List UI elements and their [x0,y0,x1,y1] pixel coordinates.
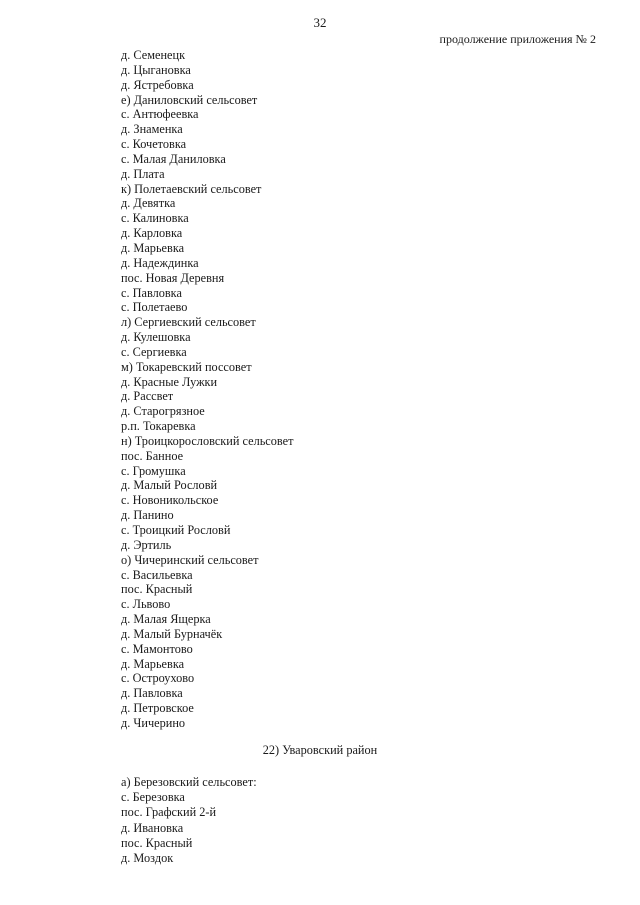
list-item: д. Моздок [121,850,174,865]
list-item: д. Малая Ящерка [121,612,211,627]
list-item: с. Громушка [121,463,186,478]
list-item: д. Семенецк [121,48,186,62]
list-item: д. Кулешовка [121,330,191,345]
list-item: с. Антюфеевка [121,107,199,122]
list-item: пос. Графский 2-й [121,805,217,820]
list-item: д. Цыгановка [121,62,191,77]
list-item: д. Малый Рословй [121,478,218,493]
district-heading: 22) Уваровский район [262,743,378,757]
list-item: с. Львово [121,597,171,612]
list-item: д. Чичерино [121,715,186,730]
settlement-list [121,48,293,731]
list-item: е) Даниловский сельсовет [121,92,258,107]
list-item: с. Калиновка [121,211,189,226]
list-item: пос. Красный [121,582,193,597]
list-item: с. Березовка [121,790,185,805]
list-item: р.п. Токаревка [121,419,196,434]
list-item: л) Сергиевский сельсовет [121,315,256,330]
list-item: с. Павловка [121,285,182,300]
list-item: с. Сергиевка [121,344,187,359]
list-item: д. Марьевка [121,656,185,671]
list-item: с. Остроухово [121,671,195,686]
list-item: с. Троицкий Рословй [121,523,231,537]
list-item: с. Малая Даниловка [121,151,226,166]
list-item: пос. Новая Деревня [121,270,225,285]
list-item: д. Девятка [121,196,176,211]
list-item: о) Чичеринский сельсовет [121,552,259,567]
list-item: с. Полетаево [121,300,188,315]
list-item: пос. Красный [121,835,193,850]
continuation-note: продолжение приложения № 2 [439,32,596,46]
list-item: с. Мамонтово [121,641,193,656]
list-item: д. Ястребовка [121,77,194,92]
list-item: с. Новоникольское [121,493,219,508]
list-item: д. Старогрязное [121,404,205,419]
settlement-list-uvarovsky [121,775,257,866]
list-item: д. Знаменка [121,122,183,137]
list-item: д. Панино [121,508,174,523]
list-item: д. Плата [121,166,165,181]
list-item: д. Марьевка [121,240,185,255]
list-item: д. Павловка [121,686,183,701]
page-number: 32 [313,15,327,30]
list-item: д. Карловка [121,226,183,241]
list-item: пос. Банное [121,448,184,463]
list-item: с. Кочетовка [121,137,187,152]
list-item: д. Малый Бурначёк [121,626,223,641]
list-item: д. Надеждинка [121,255,199,270]
list-item: к) Полетаевский сельсовет [121,181,262,196]
list-item: д. Эртиль [121,537,172,552]
list-item: м) Токаревский поссовет [121,359,252,374]
list-item: д. Ивановка [121,820,184,835]
list-item: н) Троицкорословский сельсовет [121,433,294,448]
list-item: с. Васильевка [121,567,193,582]
list-item: д. Петровское [121,701,194,716]
list-item: а) Березовский сельсовет: [121,775,257,789]
list-item: д. Красные Лужки [121,374,218,389]
list-item: д. Рассвет [121,389,174,404]
